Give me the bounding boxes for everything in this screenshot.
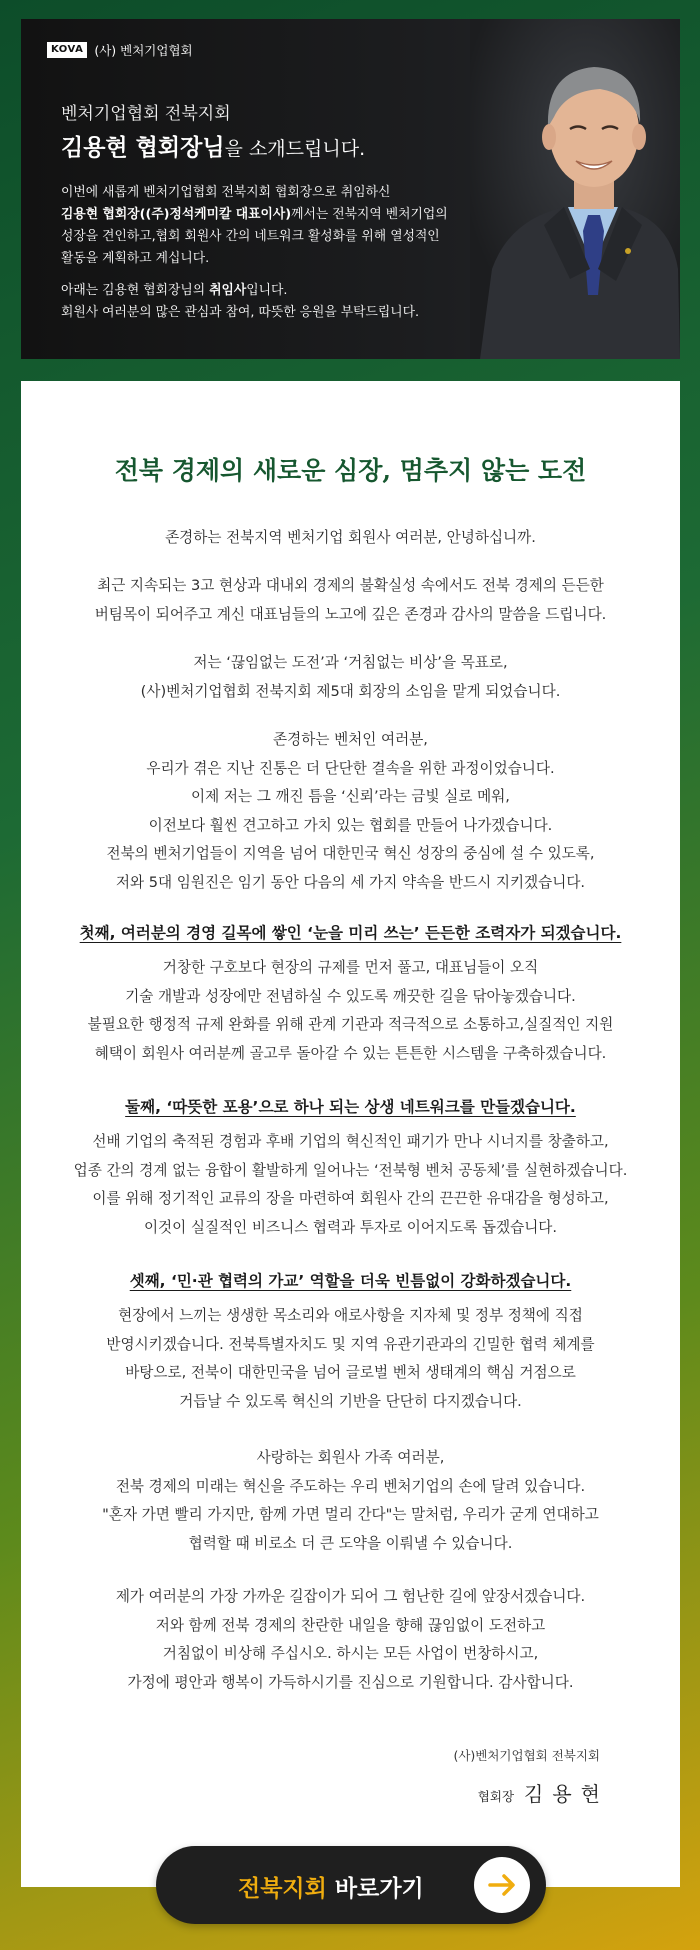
letter-line: 거창한 구호보다 현장의 규제를 먼저 풀고, 대표님들이 오직	[162, 959, 539, 976]
kova-logo-mark: KOVA	[47, 42, 87, 58]
letter-line: 저와 5대 임원진은 임기 동안 다음의 세 가지 약속을 반드시 지키겠습니다.	[115, 873, 586, 891]
letter-line: 가정에 평안과 행복이 가득하시기를 진심으로 기원합니다. 감사합니다.	[127, 1673, 574, 1691]
letter-line: 반영시키겠습니다. 전북특별자치도 및 지역 유관기관과의 긴밀한 협력 체계를	[106, 1335, 595, 1353]
letter-line: 이것이 실질적인 비즈니스 협력과 투자로 이어지도록 돕겠습니다.	[143, 1218, 558, 1236]
letter-line: 업종 간의 경계 없는 융합이 활발하게 일어나는 ‘전북형 벤처 공동체’를 실현하겠습니다.	[73, 1161, 628, 1179]
letter-line: 최근 지속되는 3고 현상과 대내외 경제의 불확실성 속에서도 전북 경제의 든든한	[97, 577, 604, 594]
signature-name: 김용현	[524, 1782, 609, 1806]
banner-intro-text	[61, 182, 501, 324]
letter-line: 불필요한 행정적 규제 완화를 위해 관계 기관과 적극적으로 소통하고,실질적인 지원	[87, 1016, 614, 1033]
letter-line: 이전보다 훨씬 견고하고 가치 있는 협회를 만들어 나가겠습니다.	[148, 816, 553, 834]
letter-paragraph-goal	[41, 649, 660, 706]
banner-title-rest: 을 소개드립니다.	[224, 138, 366, 160]
letter-line: 이를 위해 정기적인 교류의 장을 마련하여 회원사 간의 끈끈한 유대감을 형성하고,	[92, 1190, 609, 1207]
letter-line: 거침없이 비상해 주십시오. 하시는 모든 사업이 번창하시고,	[162, 1645, 539, 1662]
intro-line: 성장을 견인하고,협회 회원사 간의 네트워크 활성화를 위해 열성적인	[61, 229, 440, 244]
letter-line: 전북의 벤처기업들이 지역을 넘어 대한민국 혁신 성장의 중심에 설 수 있도록,	[106, 845, 595, 862]
letter-line: "혼자 가면 빨리 가지만, 함께 가면 멀리 간다"는 말처럼, 우리가 굳게 연대하고	[102, 1506, 599, 1523]
arrow-right-icon	[474, 1857, 530, 1913]
pledge-3-title	[21, 1269, 680, 1291]
pledge-1-title	[21, 921, 680, 943]
intro-line: 회원사 여러분의 많은 관심과 참여, 따뜻한 응원을 부탁드립니다.	[61, 305, 420, 320]
letter-line: 저는 ‘끊임없는 도전’과 ‘거침없는 비상’을 목표로,	[193, 654, 508, 671]
letter-line: 제가 여러분의 가장 가까운 길잡이가 되어 그 험난한 길에 앞장서겠습니다.	[115, 1588, 586, 1605]
banner-subtitle: 벤처기업협회 전북지회	[61, 104, 231, 124]
letter-line: 우리가 겪은 지난 진통은 더 단단한 결속을 위한 과정이었습니다.	[146, 759, 555, 777]
letter-line: 존경하는 벤처인 여러분,	[273, 731, 428, 748]
intro-speech-bold: 취임사	[209, 283, 247, 298]
intro-banner	[21, 19, 680, 359]
letter-line: 이제 저는 그 깨진 틈을 ‘신뢰’라는 금빛 실로 메워,	[191, 788, 510, 805]
pledge-3-title-text: 셋째, ‘민·관 협력의 가교’ 역할을 더욱 빈틈없이 강화하겠습니다.	[129, 1272, 572, 1290]
pledge-3-body	[41, 1302, 660, 1416]
signature-organization: (사)벤처기업협회 전북지회	[453, 1748, 600, 1763]
letter-line: 버팀목이 되어주고 계신 대표님들의 노고에 깊은 존경과 감사의 말씀을 드립니다.	[94, 605, 607, 623]
inaugural-letter-card	[21, 381, 680, 1887]
intro-line	[61, 204, 501, 226]
go-to-branch-label	[238, 1870, 424, 1903]
kova-logo	[47, 41, 193, 59]
letter-line: 저와 함께 전북 경제의 찬란한 내일을 향해 끊임없이 도전하고	[155, 1616, 546, 1634]
letter-paragraph-closing	[41, 1583, 660, 1697]
pledge-1-title-text: 첫째, 여러분의 경영 길목에 쌓인 ‘눈을 미리 쓰는’ 든든한 조력자가 되겠습니다.	[79, 924, 622, 942]
go-to-branch-button[interactable]	[156, 1846, 546, 1924]
intro-line-a: 아래는 김용현 협회장님의	[61, 283, 210, 298]
president-portrait	[470, 19, 680, 359]
go-to-branch-label-rest: 바로가기	[326, 1876, 424, 1902]
pledge-2-title	[21, 1095, 680, 1117]
signature-role: 협회장	[477, 1789, 515, 1804]
go-to-branch-label-accent: 전북지회	[238, 1876, 327, 1902]
signature	[477, 1778, 609, 1807]
letter-line: 거듭날 수 있도록 혁신의 기반을 단단히 다지겠습니다.	[179, 1392, 522, 1410]
intro-line: 활동을 계획하고 계십니다.	[61, 251, 210, 266]
letter-line: 현장에서 느끼는 생생한 목소리와 애로사항을 지자체 및 정부 정책에 직접	[118, 1307, 583, 1324]
intro-name-bold: 김용현 협회장((주)정석케미칼 대표이사)	[61, 207, 292, 222]
letter-paragraph-solidarity	[41, 1444, 660, 1558]
pledge-2-title-text: 둘째, ‘따뜻한 포용’으로 하나 되는 상생 네트워크를 만들겠습니다.	[125, 1098, 576, 1116]
letter-line: 바탕으로, 전북이 대한민국을 넘어 글로벌 벤처 생태계의 핵심 거점으로	[125, 1364, 576, 1381]
letter-line: 존경하는 전북지역 벤처기업 회원사 여러분, 안녕하십니까.	[165, 529, 536, 546]
banner-title-name: 김용현 협회장님	[61, 135, 225, 161]
letter-line: 협력할 때 비로소 더 큰 도약을 이뤄낼 수 있습니다.	[188, 1534, 513, 1552]
letter-line: 기술 개발과 성장에만 전념하실 수 있도록 깨끗한 길을 닦아놓겠습니다.	[125, 987, 576, 1005]
intro-line-b: 입니다.	[246, 283, 288, 298]
pledge-2-body	[41, 1128, 660, 1242]
letter-line: (사)벤처기업협회 전북지회 제5대 회장의 소임을 맡게 되었습니다.	[140, 682, 561, 700]
letter-line: 선배 기업의 축적된 경험과 후배 기업의 혁신적인 패기가 만나 시너지를 창출하고,	[92, 1133, 609, 1150]
letter-line: 사랑하는 회원사 가족 여러분,	[256, 1449, 445, 1466]
kova-logo-text: (사) 벤처기업협회	[94, 43, 193, 58]
letter-headline: 전북 경제의 새로운 심장, 멈추지 않는 도전	[114, 456, 587, 485]
letter-paragraph-greeting	[41, 524, 660, 553]
intro-line-rest: 께서는 전북지역 벤처기업의	[291, 207, 448, 222]
letter-paragraph-thanks	[41, 572, 660, 629]
intro-line	[61, 280, 501, 302]
banner-title	[61, 129, 365, 162]
intro-line: 이번에 새롭게 벤처기업협회 전북지회 협회장으로 취임하신	[61, 185, 391, 200]
pledge-1-body	[41, 954, 660, 1068]
letter-line: 혜택이 회원사 여러분께 골고루 돌아갈 수 있는 튼튼한 시스템을 구축하겠습니다.	[94, 1044, 607, 1062]
letter-line: 전북 경제의 미래는 혁신을 주도하는 우리 벤처기업의 손에 달려 있습니다.	[115, 1477, 586, 1495]
letter-paragraph-promise	[41, 726, 660, 897]
